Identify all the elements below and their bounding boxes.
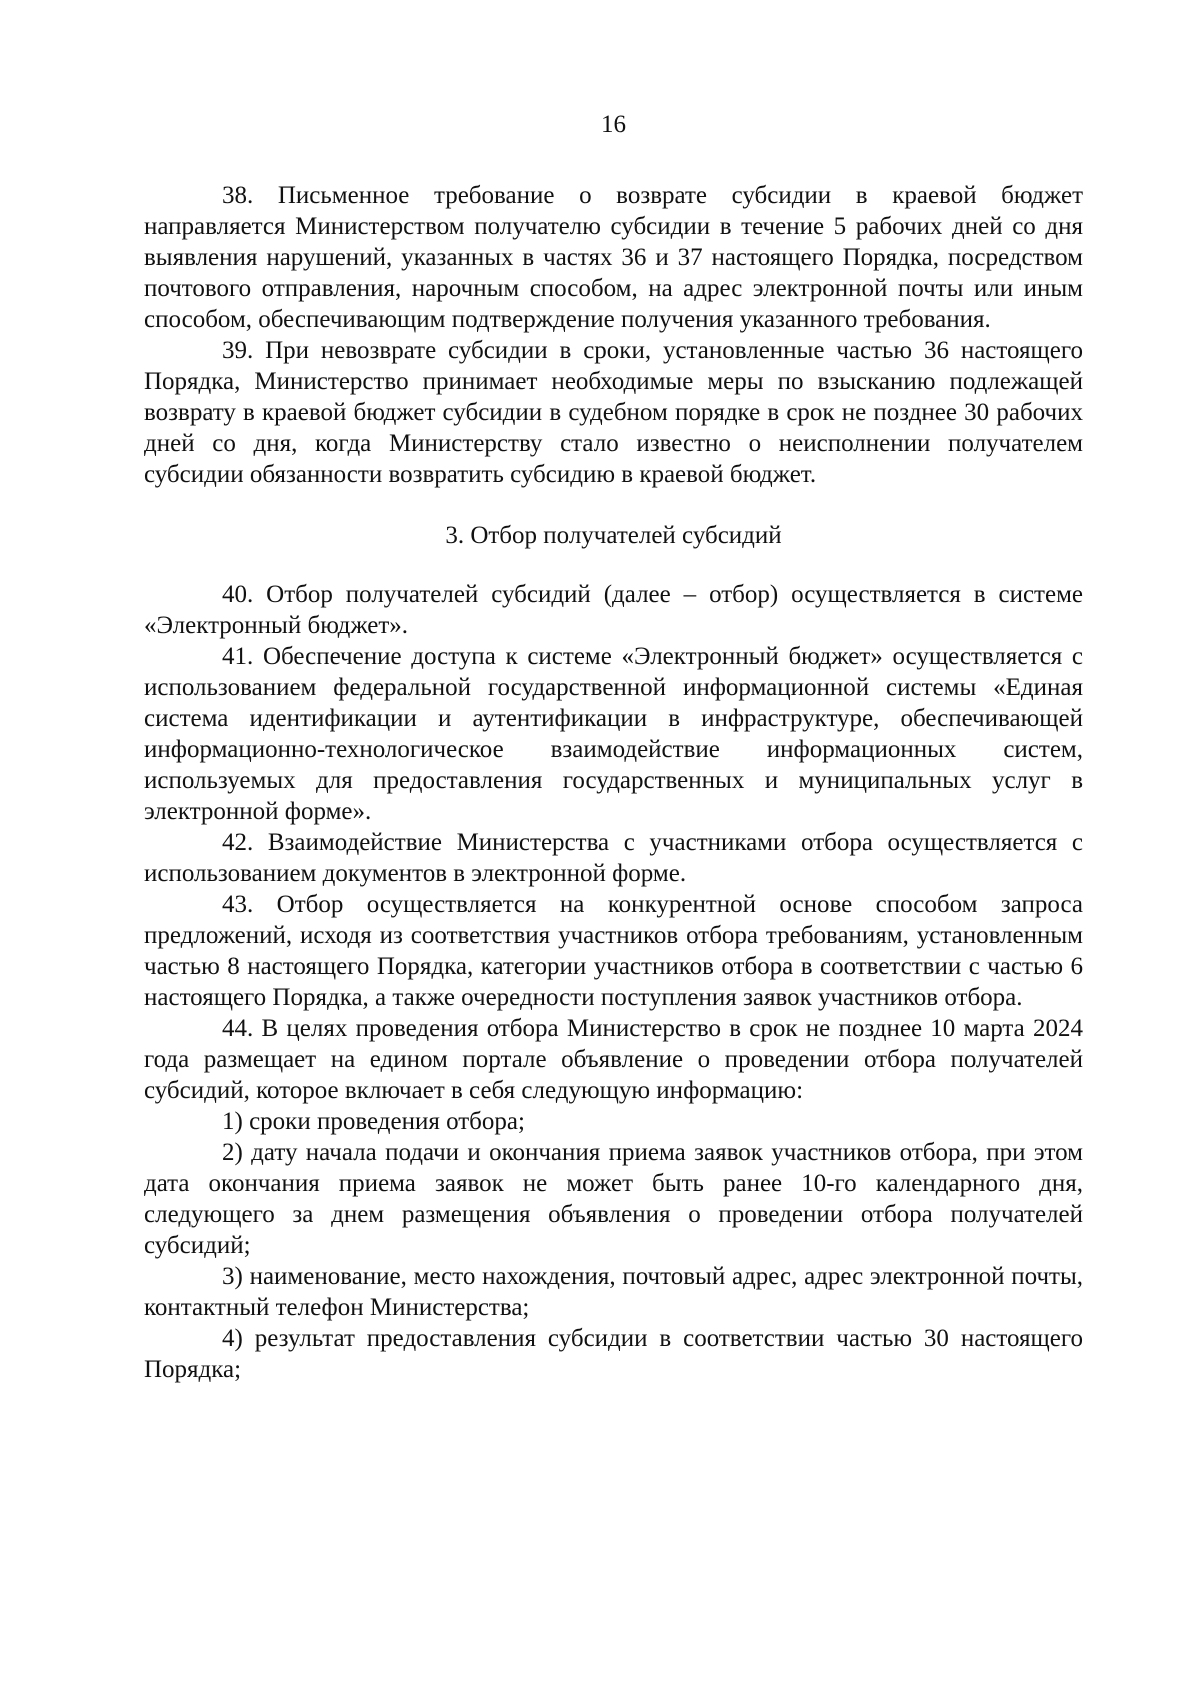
paragraph-43: 43. Отбор осуществляется на конкурентной основе способом запроса предложений, исходя из соответствия участников отбора требованиям, установленным частью 8 настоящего Порядка, категории участников отбора в соответствии с частью 6 настоящего Порядка, а также очередности поступления заявок участников отбора. <box>144 891 1083 1011</box>
paragraph-41: 41. Обеспечение доступа к системе «Электронный бюджет» осуществляется с использованием федеральной государственной информационной системы «Единая система идентификации и аутентификации в инфраструктуре, обеспечивающей информационно-технологическое взаимодействие информационных систем, используемых для предоставления государственных и муниципальных услуг в электронной форме». <box>144 643 1083 825</box>
page-number: 16 <box>601 111 626 138</box>
paragraph-38: 38. Письменное требование о возврате субсидии в краевой бюджет направляется Министерством получателю субсидии в течение 5 рабочих дней со дня выявления нарушений, указанных в частях 36 и 37 настоящего Порядка, посредством почтового отправления, нарочным способом, на адрес электронной почты или иным способом, обеспечивающим подтверждение получения указанного требования. <box>144 182 1083 333</box>
paragraph-39: 39. При невозврате субсидии в сроки, установленные частью 36 настоящего Порядка, Министерство принимает необходимые меры по взысканию подлежащей возврату в краевой бюджет субсидии в судебном порядке в срок не позднее 30 рабочих дней со дня, когда Министерству стало известно о неисполнении получателем субсидии обязанности возвратить субсидию в краевой бюджет. <box>144 337 1083 488</box>
section-heading: 3. Отбор получателей субсидий <box>445 522 782 549</box>
list-item-1: 1) сроки проведения отбора; <box>222 1108 525 1135</box>
list-item-2: 2) дату начала подачи и окончания приема заявок участников отбора, при этом дата окончания приема заявок не может быть ранее 10-го календарного дня, следующего за днем размещения объявления о проведении отбора получателей субсидий; <box>144 1139 1083 1259</box>
paragraph-44: 44. В целях проведения отбора Министерство в срок не позднее 10 марта 2024 года размещает на едином портале объявление о проведении отбора получателей субсидий, которое включает в себя следующую информацию: <box>144 1015 1083 1104</box>
paragraph-40: 40. Отбор получателей субсидий (далее – отбор) осуществляется в системе «Электронный бюджет». <box>144 581 1083 639</box>
list-item-3: 3) наименование, место нахождения, почтовый адрес, адрес электронной почты, контактный телефон Министерства; <box>144 1263 1083 1321</box>
paragraph-42: 42. Взаимодействие Министерства с участниками отбора осуществляется с использованием документов в электронной форме. <box>144 829 1083 887</box>
list-item-4: 4) результат предоставления субсидии в соответствии частью 30 настоящего Порядка; <box>144 1325 1083 1383</box>
